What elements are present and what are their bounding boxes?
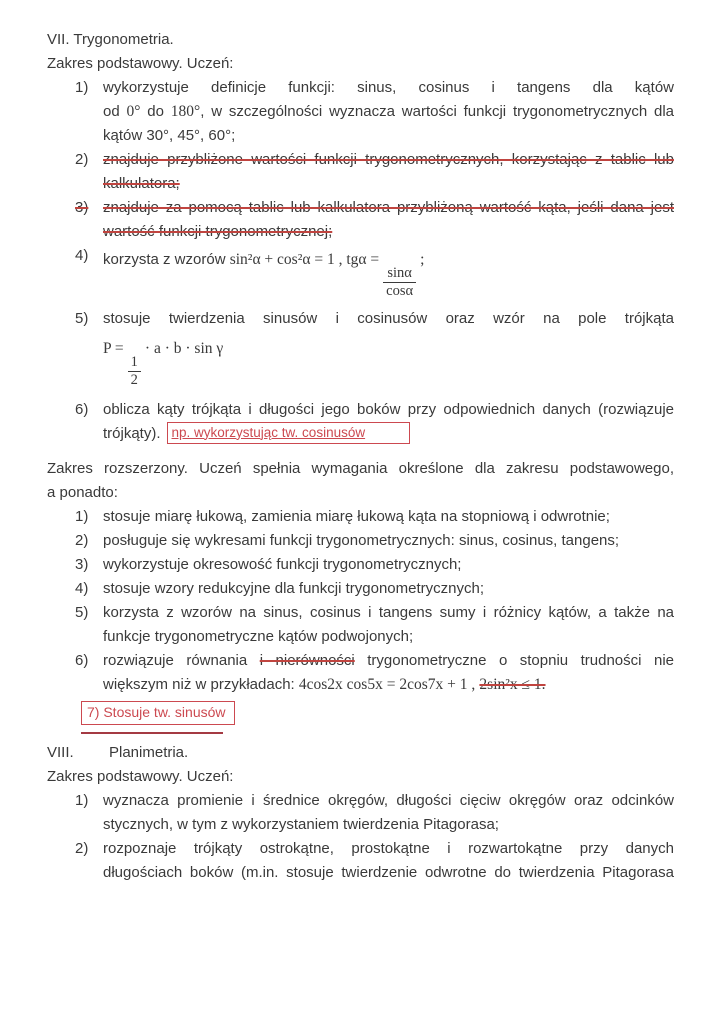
item-text-line: korzysta z wzorów na sinus, cosinus i tangens sumy i różnicy kątów, a także na [103,603,674,621]
item-text-line: długościach boków (m.in. stosuje twierdzenie odwrotne do twierdzenia Pitagorasa [103,863,674,881]
strikethrough-text: kalkulatora; [103,175,180,192]
section-viii-subtitle: Zakres podstawowy. Uczeń: [47,767,234,785]
list-item-ext-5 [47,601,674,649]
item-number: 5) [75,603,89,621]
list-item-viii-2 [47,837,674,885]
item-text: do [140,103,171,120]
item-text-line [103,673,674,697]
math-expression: 180° [170,103,201,120]
item-text: rozwiązuje równania [103,651,260,669]
fraction-numerator: sinα [387,265,412,281]
item-text: korzysta z wzorów [103,251,230,268]
strikethrough-text: znajduje za pomocą tablic lub kalkulatora przybliżoną wartość kąta, jeśli dana jest [103,199,674,216]
strikethrough-text: i nierówności [259,651,355,669]
item-text-line: kątów 30°, 45°, 60°; [103,127,236,144]
item-text-line: wykorzystuje okresowość funkcji trygonometrycznych; [103,555,462,573]
strikethrough-text: znajduje przybliżone wartości funkcji trygonometrycznych, korzystając z tablic lub [103,151,674,168]
list-item-vii-4 [47,244,674,307]
annotation-box-item7: 7) Stosuje tw. sinusów [81,701,235,725]
item-text-line [103,649,674,673]
annotation-box: np. wykorzystując tw. cosinusów [167,422,411,444]
item-text: , w szczególności wyznacza wartości funkcji trygonometrycznych dla [200,103,674,120]
section-viii-numeral: VIII. [47,743,74,761]
fraction [383,265,416,301]
item-number: 4) [75,247,89,264]
list-item-ext-6 [47,649,674,697]
math-expression: 0° [126,103,141,120]
list-item-vii-3 [47,196,674,244]
item-text-line: wyznacza promienie i średnice okręgów, długości cięciw okręgów oraz odcinków [103,791,674,809]
section-vii-title: VII. Trygonometria. [47,31,174,48]
ext-intro-line: Zakres rozszerzony. Uczeń spełnia wymagania określone dla zakresu podstawowego, [47,459,674,477]
math-expression: P = [103,339,124,357]
list-item-ext-3 [47,553,674,577]
item-text-line: stosuje twierdzenia sinusów i cosinusów oraz wzór na pole trójkąta [103,309,674,327]
item-text-line: oblicza kąty trójkąta i długości jego boków przy odpowiednich danych (rozwiązuje [103,400,674,418]
item-text-line: stosuje wzory redukcyjne dla funkcji trygonometrycznych; [103,579,484,597]
list-item-vii-6 [47,398,674,446]
item-text-line: wykorzystuje definicje funkcji: sinus, cosinus i tangens dla kątów [103,79,674,96]
item-number: 1) [75,79,89,96]
item-number: 3) [75,555,89,573]
section-viii-name: Planimetria. [109,743,189,761]
item-text-line: rozpoznaje trójkąty ostrokątne, prostokątne i rozwartokątne przy danych [103,839,674,857]
item-number: 2) [75,531,89,549]
item-text-line: posługuje się wykresami funkcji trygonometrycznych: sinus, cosinus, tangens; [103,531,620,549]
list-item-viii-1 [47,789,674,837]
annotation-row [47,697,674,725]
math-expression: · a · b · sin γ [144,339,224,357]
ext-intro-line: a ponadto: [47,483,118,501]
formula-line [103,331,674,398]
item-text-line: stycznych, w tym z wykorzystaniem twierdzenia Pitagorasa; [103,815,499,833]
math-expression: sin²α + cos²α = 1 , tgα = [229,251,380,268]
item-text-line [103,422,674,446]
list-item-ext-1 [47,505,674,529]
item-number: 1) [75,791,89,809]
item-number: 4) [75,579,89,597]
strikethrough-math: 2sin²x ≤ 1. [479,675,546,693]
item-number: 6) [75,400,89,418]
strikethrough-text: wartość funkcji trygonometrycznej; [103,223,333,240]
fraction [128,354,141,390]
math-expression: 4cos2x cos5x = 2cos7x + 1 , [298,675,476,693]
fraction-numerator: 1 [130,353,138,370]
document-content [47,28,674,885]
item-text-line: stosuje miarę łukową, zamienia miarę łukową kąta na stopniową i odwrotnie; [103,507,610,525]
item-number: 6) [75,651,89,669]
item-text-line [103,100,674,124]
item-text: trójkąty). [103,424,161,442]
red-divider-line [81,732,223,734]
item-number: 3) [75,199,89,216]
item-number: 2) [75,839,89,857]
item-text-line: funkcje trygonometryczne kątów podwojonych; [103,627,414,645]
fraction-denominator: 2 [128,371,141,389]
list-item-ext-2 [47,529,674,553]
list-item-ext-4 [47,577,674,601]
item-number: 5) [75,309,89,327]
item-text: od [103,103,127,120]
list-item-vii-5 [47,307,674,398]
section-viii-title [47,741,674,765]
list-item-vii-2 [47,148,674,196]
math-expression: ; [420,251,425,268]
item-text: większym niż w przykładach: [103,675,299,693]
section-vii-subtitle: Zakres podstawowy. Uczeń: [47,55,234,72]
item-number: 1) [75,507,89,525]
list-item-vii-1 [47,76,674,148]
item-text: trygonometryczne o stopniu trudności nie [354,651,674,669]
item-text-line [103,244,674,307]
item-number: 2) [75,151,89,168]
fraction-denominator: cosα [383,282,416,300]
